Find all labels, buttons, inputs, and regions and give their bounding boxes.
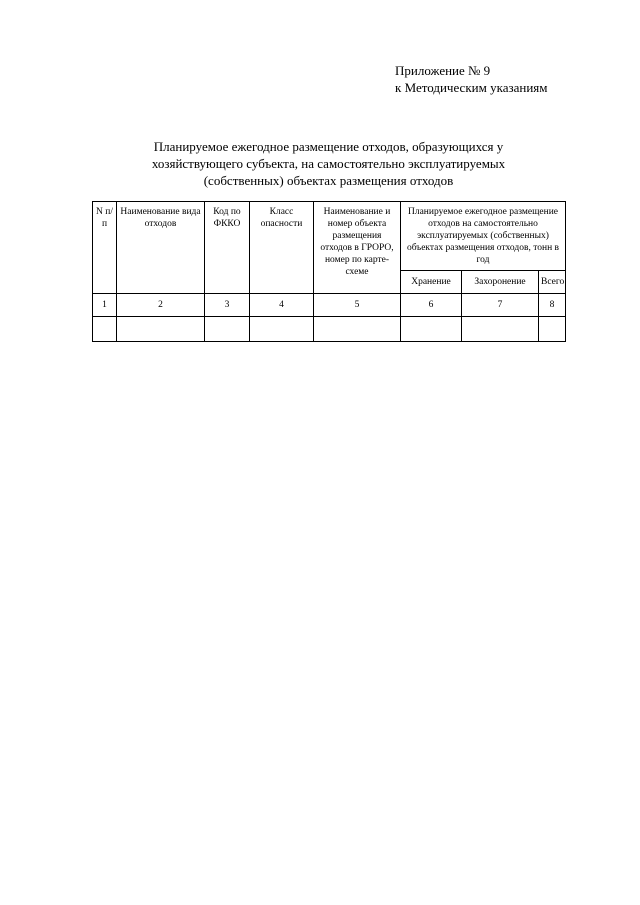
header-total: Всего xyxy=(539,271,566,294)
table-cell xyxy=(205,317,250,342)
column-number: 5 xyxy=(314,294,401,317)
table-cell xyxy=(401,317,462,342)
waste-placement-table xyxy=(92,201,566,342)
header-object-name: Наименование и номер объекта размещения отходов в ГРОРО, номер по карте-схеме xyxy=(314,202,401,294)
column-numbers-row xyxy=(93,294,566,317)
table-cell xyxy=(314,317,401,342)
title-line-1: Планируемое ежегодное размещение отходов, образующихся у xyxy=(153,139,504,154)
document-title xyxy=(92,138,565,189)
column-number: 1 xyxy=(93,294,117,317)
table-cell xyxy=(117,317,205,342)
header-hazard-class: Класс опасности xyxy=(250,202,314,294)
header-storage: Хранение xyxy=(401,271,462,294)
column-number: 4 xyxy=(250,294,314,317)
title-line-3: (собственных) объектах размещения отходов xyxy=(203,173,454,188)
table-cell xyxy=(93,317,117,342)
table-cell xyxy=(250,317,314,342)
header-waste-name: Наименование вида отходов xyxy=(117,202,205,294)
table-cell xyxy=(539,317,566,342)
table-cell xyxy=(462,317,539,342)
header-fkko-code: Код по ФККО xyxy=(205,202,250,294)
column-number: 3 xyxy=(205,294,250,317)
appendix-number: Приложение № 9 xyxy=(395,63,491,78)
header-burial: Захоронение xyxy=(462,271,539,294)
column-number: 7 xyxy=(462,294,539,317)
header-planned-placement: Планируемое ежегодное размещение отходов на самостоятельно эксплуатируемых (собственных) объектах размещения отходов, тонн в год xyxy=(401,202,566,271)
header-row-number: N п/п xyxy=(93,202,117,294)
appendix-header xyxy=(395,62,548,96)
column-number: 8 xyxy=(539,294,566,317)
column-number: 6 xyxy=(401,294,462,317)
appendix-reference: к Методическим указаниям xyxy=(395,80,548,95)
title-line-2: хозяйствующего субъекта, на самостоятельно эксплуатируемых xyxy=(151,156,506,171)
table-row xyxy=(93,317,566,342)
column-number: 2 xyxy=(117,294,205,317)
